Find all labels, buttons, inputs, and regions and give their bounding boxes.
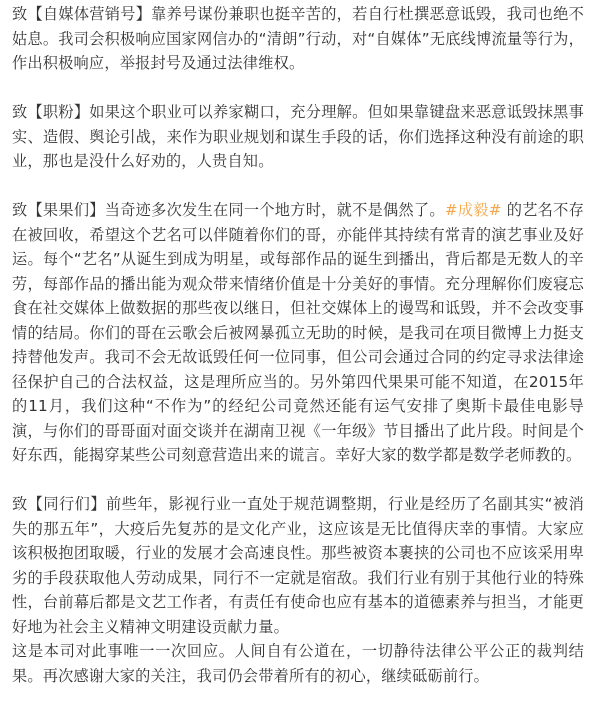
paragraph-peers — [12, 492, 584, 639]
paragraph-spacer — [12, 468, 584, 493]
paragraph-text: 这是本司对此事唯一一次回应。人间自有公道在，一切静待法律公平公正的裁判结果。再次感谢大家的关注，我司仍会带着所有的初心，继续砥砺前行。 — [12, 642, 584, 685]
paragraph-text: 致【同行们】前些年，影视行业一直处于规范调整期，行业是经历了名副其实“被消失的那五年”，大疫后先复苏的是文化产业，这应该是无比值得庆幸的事情。大家应该积极抱团取暖，行业的发展才会高速良性。那些被资本裹挟的公司也不应该采用卑劣的手段获取他人劳动成果，同行不一定就是宿敌。我们行业有别于其他行业的特殊性，台前幕后都是文艺工作者，有责任有使命也应有基本的道德素养与担当，才能更好地为社会主义精神文明建设贡献力量。 — [12, 495, 584, 636]
paragraph-closing — [12, 639, 584, 688]
paragraph-professional-fans — [12, 100, 584, 174]
paragraph-text: 致【自媒体营销号】靠养号谋份兼职也挺辛苦的，若自行杜撰恶意诋毁，我司也绝不姑息。我司会积极响应国家网信办的“清朗”行动，对“自媒体”无底线博流量等行为，作出积极响应，举报封号及通过法律维权。 — [12, 5, 584, 72]
paragraph-text: 致【职粉】如果这个职业可以养家糊口，充分理解。但如果靠键盘来恶意诋毁抹黑事实、造假、舆论引战，来作为职业规划和谋生手段的话，你们选择这种没有前途的职业，那也是没什么好劝的，人贵自知。 — [12, 103, 584, 170]
paragraph-self-media — [12, 2, 584, 76]
paragraph-text: 的艺名不存在被回收，希望这个艺名可以伴随着你们的哥，亦能伴其持续有常青的演艺事业及好运。每个“艺名”从诞生到成为明星，或每部作品的诞生到播出，背后都是无数人的辛劳，每部作品的播出能为观众带来情绪价值是十分美好的事情。充分理解你们废寝忘食在社交媒体上做数据的那些夜以继日，但社交媒体上的谩骂和诋毁，并不会改变事情的结局。你们的哥在云歌会后被网暴孤立无助的时候，是我司在项目微博上力挺支持替他发声。我司不会无故诋毁任何一位同事，但公司会通过合同的约定寻求法律途径保护自己的合法权益，这是理所应当的。另外第四代果果可能不知道，在2015年的11月，我们这种“不作为”的经纪公司竟然还能有运气安排了奥斯卡最佳电影导演，与你们的哥哥面对面交谈并在湖南卫视《一年级》节目播出了此片段。时间是个好东西，能揭穿某些公司刻意营造出来的谎言。幸好大家的数学都是数学老师教的。 — [12, 201, 584, 464]
paragraph-spacer — [12, 76, 584, 101]
paragraph-text: 致【果果们】当奇迹多次发生在同一个地方时，就不是偶然了。 — [12, 201, 445, 219]
hashtag-link[interactable]: #成毅# — [444, 201, 502, 219]
paragraph-spacer — [12, 174, 584, 199]
paragraph-fans — [12, 198, 584, 468]
